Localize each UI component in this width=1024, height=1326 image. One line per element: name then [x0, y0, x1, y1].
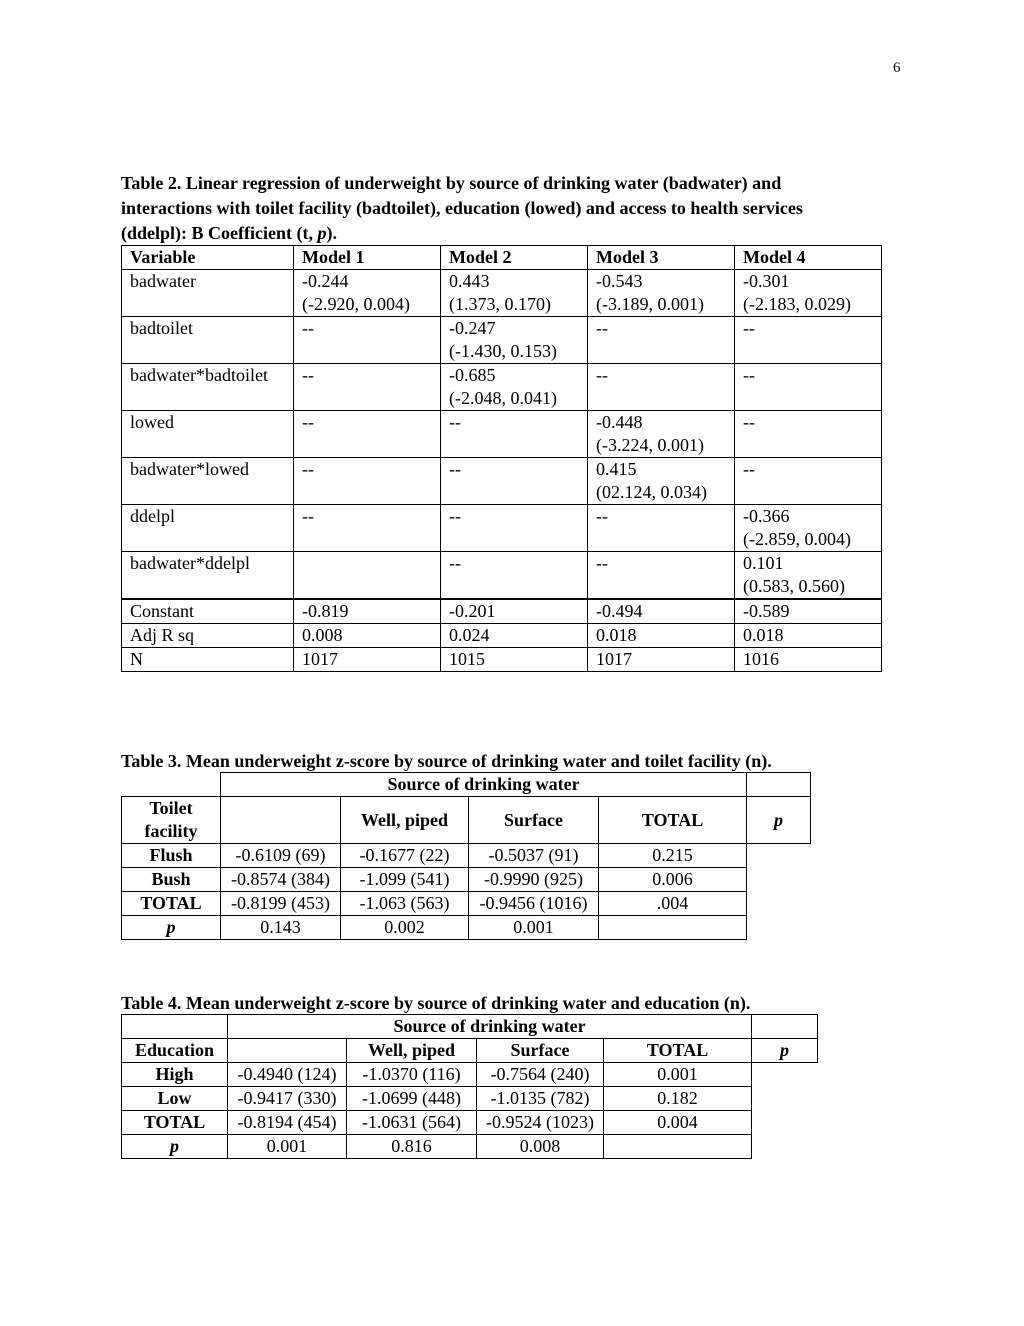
table4-col-header-row	[122, 1039, 818, 1063]
table2-coef-cell	[588, 411, 735, 458]
table2-summary-cell: 1016	[735, 648, 882, 672]
table3-value-cell: 0.006	[599, 868, 747, 892]
table2-row	[122, 270, 882, 317]
table4-value-cell: 0.816	[347, 1135, 477, 1159]
table2-coef-cell	[294, 317, 441, 364]
table2-stat: (-2.048, 0.041)	[449, 388, 557, 408]
table4-row	[122, 1111, 818, 1135]
table4-row	[122, 1063, 818, 1087]
table2-caption-line3	[121, 221, 803, 246]
table2-coef-cell	[735, 270, 882, 317]
table4-group-header-row	[122, 1015, 818, 1039]
table2-caption-line3-post: ).	[326, 223, 337, 243]
table3-value-cell: -1.063 (563)	[341, 892, 469, 916]
table3	[121, 772, 811, 940]
table4-body	[122, 1063, 818, 1159]
table3-value-cell	[599, 916, 747, 940]
table2-coef: 0.443	[449, 271, 490, 291]
table3-group-header: Source of drinking water	[221, 773, 747, 797]
table2-coef-cell	[441, 411, 588, 458]
table3-value-cell: -0.9456 (1016)	[469, 892, 599, 916]
table2-header-cell: Model 4	[735, 246, 882, 270]
table2-summary-cell: -0.589	[735, 599, 882, 624]
table2-coef-cell	[441, 270, 588, 317]
table3-group-header-row	[122, 773, 811, 797]
table2-coef: --	[302, 506, 314, 526]
table2-coef: --	[449, 459, 461, 479]
table3-caption: Table 3. Mean underweight z-score by source of drinking water and toilet facility (n).	[121, 751, 772, 771]
table4-col-header: p	[752, 1039, 818, 1063]
table2-coef-cell	[441, 317, 588, 364]
table4-value-cell: 0.001	[228, 1135, 347, 1159]
table3-row	[122, 916, 811, 940]
table2-caption-p: p	[317, 223, 327, 243]
table4-value-cell: -0.4940 (124)	[228, 1063, 347, 1087]
table2-stat: (-2.183, 0.029)	[743, 294, 851, 314]
table2-row	[122, 364, 882, 411]
table2-coef: -0.543	[596, 271, 643, 291]
table2-coef: --	[596, 553, 608, 573]
table2-summary-cell: 0.018	[588, 624, 735, 648]
table2-summary-cell: 0.008	[294, 624, 441, 648]
table2-coef: 0.415	[596, 459, 637, 479]
table3-row	[122, 868, 811, 892]
table3-row	[122, 892, 811, 916]
table2-summary-cell: 1017	[588, 648, 735, 672]
table2-row	[122, 411, 882, 458]
table2-header-cell: Model 1	[294, 246, 441, 270]
table2-summary-cell: -0.494	[588, 599, 735, 624]
table4-row-label: p	[122, 1135, 228, 1159]
table4-value-cell	[604, 1135, 752, 1159]
table2-coef-cell	[735, 505, 882, 552]
table4-row	[122, 1087, 818, 1111]
table4-value-cell: -0.8194 (454)	[228, 1111, 347, 1135]
table2-stat: (-3.189, 0.001)	[596, 294, 704, 314]
table2-stat: (-2.920, 0.004)	[302, 294, 410, 314]
table2-coef-cell	[735, 411, 882, 458]
table2-summary-cell: 0.024	[441, 624, 588, 648]
table4-value-cell: -0.9417 (330)	[228, 1087, 347, 1111]
table4-value-cell: -0.9524 (1023)	[477, 1111, 604, 1135]
table2-summary-label: N	[122, 648, 294, 672]
table2-variable-cell: badtoilet	[122, 317, 294, 364]
table3-value-cell: -1.099 (541)	[341, 868, 469, 892]
table2-stat: (-1.430, 0.153)	[449, 341, 557, 361]
table2-coef-cell	[441, 505, 588, 552]
table2-variable-cell: badwater*badtoilet	[122, 364, 294, 411]
table2-caption-line1: Table 2. Linear regression of underweight by source of drinking water (badwater) and	[121, 173, 782, 193]
table2-coef-cell	[588, 458, 735, 505]
table2-coef: --	[743, 318, 755, 338]
table2-coef-cell	[294, 505, 441, 552]
table4-row-label: Low	[122, 1087, 228, 1111]
table2-variable-cell: lowed	[122, 411, 294, 458]
table3-row	[122, 844, 811, 868]
table3-value-cell: 0.002	[341, 916, 469, 940]
table2-header-cell: Model 2	[441, 246, 588, 270]
table2-coef-cell	[588, 364, 735, 411]
table4-value-cell: 0.008	[477, 1135, 604, 1159]
table4-value-cell: -0.7564 (240)	[477, 1063, 604, 1087]
table2-row	[122, 505, 882, 552]
table2-coef: -0.366	[743, 506, 790, 526]
table2-coef: 0.101	[743, 553, 784, 573]
table3-value-cell: 0.001	[469, 916, 599, 940]
table2-coef: --	[302, 412, 314, 432]
table4-row-label: High	[122, 1063, 228, 1087]
table3-col-header: Well, piped	[341, 797, 469, 844]
table2-stat: (-2.859, 0.004)	[743, 529, 851, 549]
table2-coef: -0.244	[302, 271, 349, 291]
table2-header-cell: Model 3	[588, 246, 735, 270]
table2-coef-cell	[441, 552, 588, 600]
table3-row-label: p	[122, 916, 221, 940]
table2-coef-cell	[735, 552, 882, 600]
table4-row-label: TOTAL	[122, 1111, 228, 1135]
table3-value-cell: -0.8574 (384)	[221, 868, 341, 892]
table3-col-header-row	[122, 797, 811, 844]
table2-summary-cell: 1017	[294, 648, 441, 672]
table4-col-header: Surface	[477, 1039, 604, 1063]
table2-coef: --	[596, 318, 608, 338]
table4-value-cell: 0.001	[604, 1063, 752, 1087]
table2-coef-cell	[588, 317, 735, 364]
table2-summary-cell: -0.819	[294, 599, 441, 624]
table3-value-cell: -0.1677 (22)	[341, 844, 469, 868]
table2-coef-cell	[441, 364, 588, 411]
table3-value-cell: -0.5037 (91)	[469, 844, 599, 868]
table2-stat: (0.583, 0.560)	[743, 576, 845, 596]
table2-coef-cell	[588, 552, 735, 600]
table2-summary-row	[122, 648, 882, 672]
table3-col-header: TOTAL	[599, 797, 747, 844]
table3-value-cell: .004	[599, 892, 747, 916]
table2-stat: (-3.224, 0.001)	[596, 435, 704, 455]
table2-variable-cell: ddelpl	[122, 505, 294, 552]
table3-col-header: Surface	[469, 797, 599, 844]
table2-coef-cell	[588, 270, 735, 317]
table2-coef: --	[743, 412, 755, 432]
table2-summary-label: Constant	[122, 599, 294, 624]
table2-coef: -0.685	[449, 365, 496, 385]
table2-coef: --	[743, 365, 755, 385]
table4-value-cell: -1.0370 (116)	[347, 1063, 477, 1087]
table2-coef: -0.301	[743, 271, 790, 291]
table3-value-cell: -0.8199 (453)	[221, 892, 341, 916]
table4	[121, 1014, 818, 1159]
table2-coef-cell	[441, 458, 588, 505]
table4-value-cell: -1.0135 (782)	[477, 1087, 604, 1111]
table2-coef: --	[743, 459, 755, 479]
table3-row-label: Flush	[122, 844, 221, 868]
table4-value-cell: 0.004	[604, 1111, 752, 1135]
table2-coef: --	[449, 412, 461, 432]
table4-row-group-label: Education	[122, 1039, 228, 1063]
table4-row	[122, 1135, 818, 1159]
table3-value-cell: 0.215	[599, 844, 747, 868]
table3-row-label: Bush	[122, 868, 221, 892]
table2-variable-cell: badwater*lowed	[122, 458, 294, 505]
table2-coef-cell	[735, 458, 882, 505]
table2-summary	[122, 599, 882, 672]
table2-coef: -0.247	[449, 318, 496, 338]
table3-body	[122, 844, 811, 940]
table2-row	[122, 317, 882, 364]
table2-coef-cell	[294, 364, 441, 411]
table2-coef: --	[449, 506, 461, 526]
table2-coef: -0.448	[596, 412, 643, 432]
table3-row-label: TOTAL	[122, 892, 221, 916]
table2-header-row	[122, 246, 882, 270]
table2-coef-cell	[588, 505, 735, 552]
table2-summary-cell: 1015	[441, 648, 588, 672]
table4-value-cell: 0.182	[604, 1087, 752, 1111]
table2-row	[122, 458, 882, 505]
table2-coef-cell	[735, 317, 882, 364]
table2-coef: --	[449, 553, 461, 573]
table2-summary-label: Adj R sq	[122, 624, 294, 648]
table2-variable-cell: badwater*ddelpl	[122, 552, 294, 600]
table2-coef-cell	[294, 458, 441, 505]
table2-header-cell: Variable	[122, 246, 294, 270]
table2-caption	[121, 171, 803, 246]
table3-value-cell: -0.9990 (925)	[469, 868, 599, 892]
table4-caption: Table 4. Mean underweight z-score by source of drinking water and education (n).	[121, 993, 751, 1013]
table2-summary-row	[122, 624, 882, 648]
table2	[121, 245, 882, 672]
table4-value-cell: -1.0631 (564)	[347, 1111, 477, 1135]
table2-coef: --	[302, 365, 314, 385]
table2-row	[122, 552, 882, 600]
table2-coef: --	[596, 506, 608, 526]
table2-coef: --	[302, 318, 314, 338]
table2-caption-line2: interactions with toilet facility (badtoilet), education (lowed) and access to health services	[121, 198, 803, 218]
table3-row-group-label: Toilet facility	[122, 797, 221, 844]
table3-value-cell: -0.6109 (69)	[221, 844, 341, 868]
table2-stat: (1.373, 0.170)	[449, 294, 551, 314]
table4-value-cell: -1.0699 (448)	[347, 1087, 477, 1111]
table2-summary-row	[122, 599, 882, 624]
page-number: 6	[893, 60, 901, 76]
table2-summary-cell: -0.201	[441, 599, 588, 624]
table2-coef-cell	[294, 411, 441, 458]
table2-summary-cell: 0.018	[735, 624, 882, 648]
table2-caption-line3-pre: (ddelpl): B Coefficient (t,	[121, 223, 318, 243]
table2-body	[122, 270, 882, 600]
table3-value-cell: 0.143	[221, 916, 341, 940]
table2-coef-cell	[294, 270, 441, 317]
table2-stat: (02.124, 0.034)	[596, 482, 707, 502]
table4-col-header: Well, piped	[347, 1039, 477, 1063]
table2-coef-cell	[294, 552, 441, 600]
table2-variable-cell: badwater	[122, 270, 294, 317]
table4-col-header: TOTAL	[604, 1039, 752, 1063]
table4-group-header: Source of drinking water	[228, 1015, 752, 1039]
table3-col-header: p	[747, 797, 811, 844]
table2-coef: --	[302, 459, 314, 479]
table2-coef-cell	[735, 364, 882, 411]
table2-coef: --	[596, 365, 608, 385]
